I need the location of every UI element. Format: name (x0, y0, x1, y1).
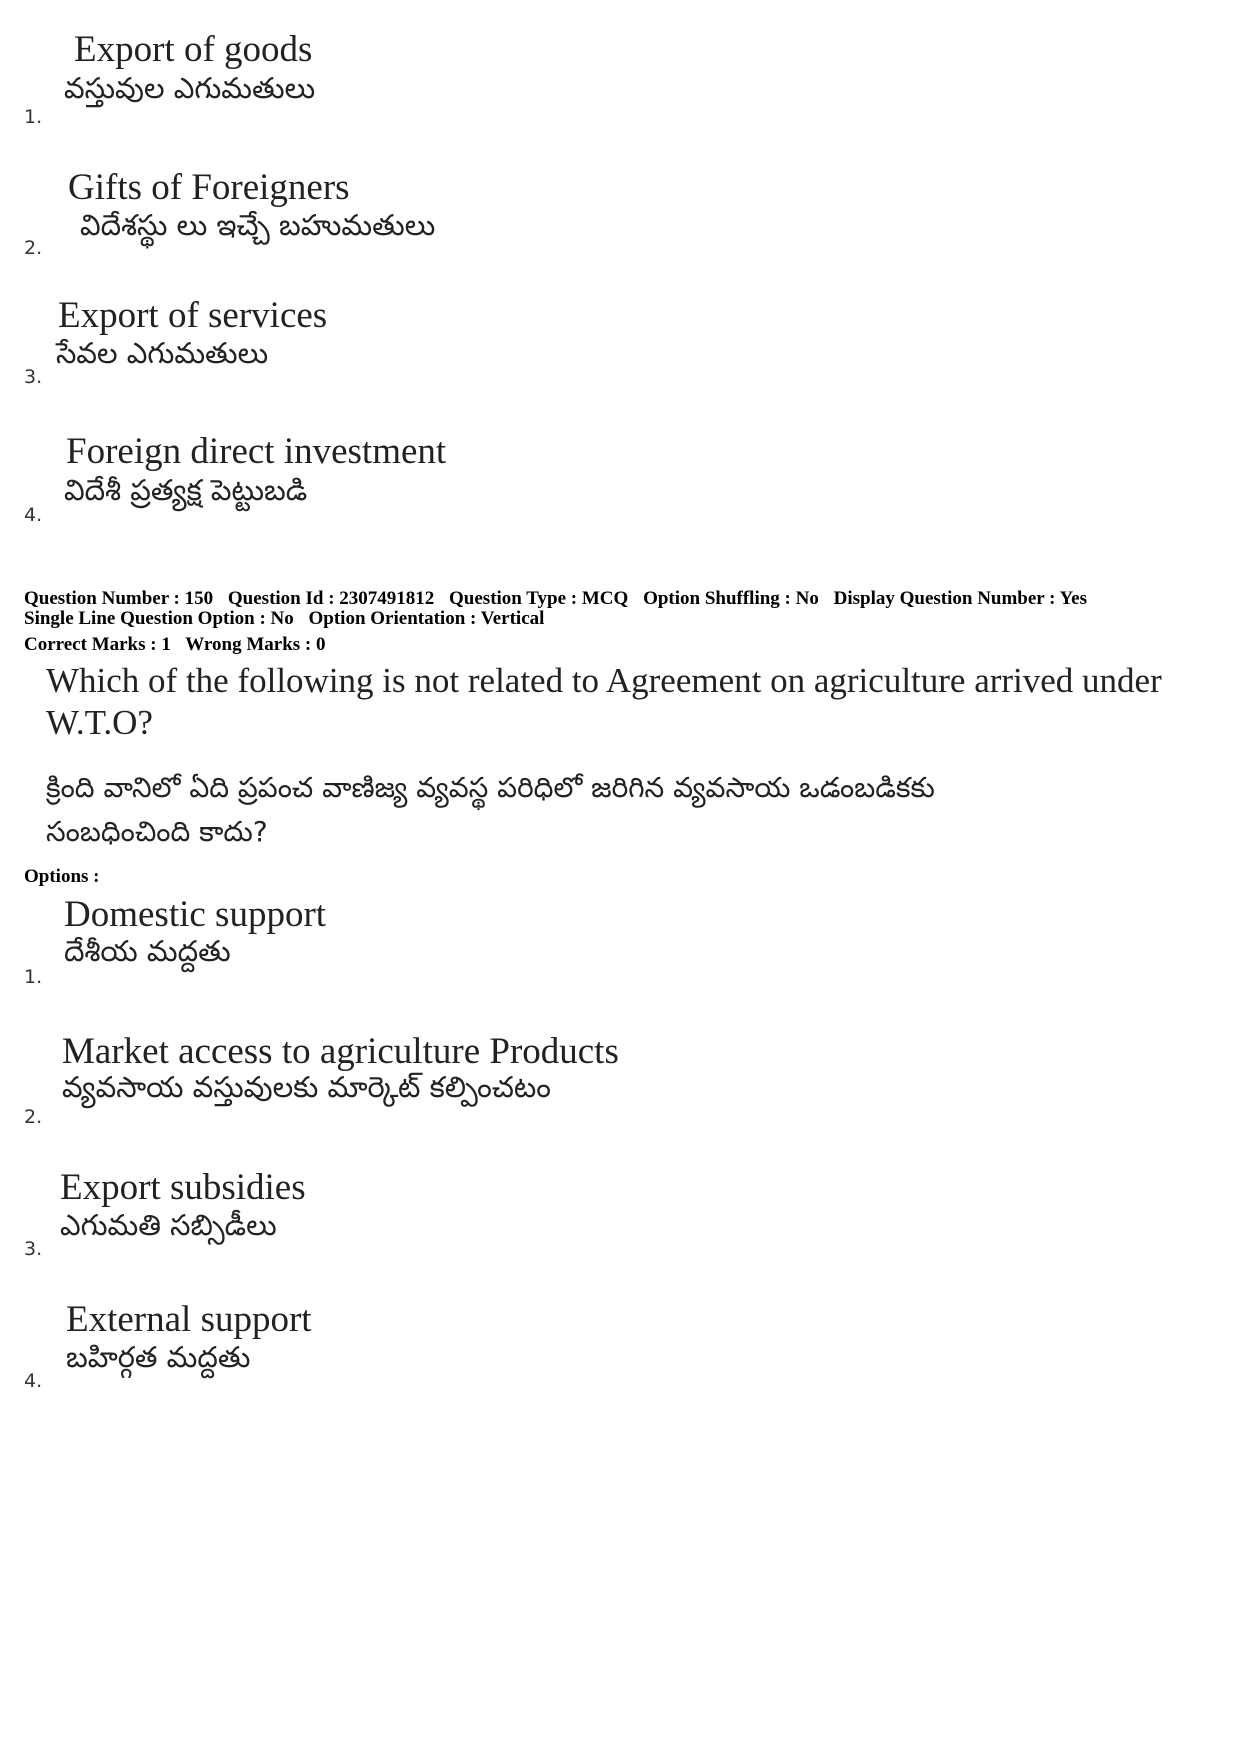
prev-option-2-number: 2. (24, 237, 43, 259)
prev-option-2-english: Gifts of Foreigners (68, 167, 350, 208)
prev-option-1-number: 1. (24, 106, 43, 128)
question-text-english: Which of the following is not related to Agreement on agriculture arrived under W.T.O? (46, 661, 1162, 742)
option-1-number: 1. (24, 966, 43, 988)
display-question-number: Display Question Number : Yes (833, 588, 1087, 609)
option-1-telugu: దేశీయ మద్దతు (64, 934, 231, 968)
prev-option-2-telugu: విదేశస్థు లు ఇచ్చే బహుమతులు (80, 208, 436, 242)
prev-option-1-telugu: వస్తువుల ఎగుమతులు (64, 71, 316, 105)
option-2-telugu: వ్యవసాయ వస్తువులకు మార్కెట్ కల్పించటం (62, 1070, 551, 1104)
prev-option-3-telugu: సేవల ఎగుమతులు (56, 336, 269, 370)
question-id: Question Id : 2307491812 (227, 588, 435, 609)
option-1-english: Domestic support (64, 894, 327, 935)
question-type: Question Type : MCQ (449, 588, 629, 609)
option-orientation: Option Orientation : Vertical (308, 608, 545, 629)
question-text-telugu-line-2: సంబధించింది కాదు? (46, 815, 268, 848)
prev-option-1-english: Export of goods (74, 29, 313, 70)
option-2-english: Market access to agriculture Products (62, 1031, 619, 1072)
option-4-english: External support (66, 1299, 312, 1340)
option-3-number: 3. (24, 1238, 43, 1260)
question-marks (24, 634, 325, 656)
prev-option-4-telugu: విదేశీ ప్రత్యక్ష పెట్టుబడి (64, 473, 308, 507)
option-3-english: Export subsidies (60, 1167, 306, 1208)
option-shuffling: Option Shuffling : No (643, 588, 819, 609)
single-line-option: Single Line Question Option : No (24, 608, 294, 629)
options-label: Options : (24, 866, 100, 887)
wrong-marks: Wrong Marks : 0 (185, 634, 326, 655)
prev-option-3-number: 3. (24, 366, 43, 388)
question-text-telugu-line-1: క్రింది వానిలో ఏది ప్రపంచ వాణిజ్య వ్యవస్థ పరిధిలో జరిగిన వ్యవసాయ ఒడంబడికకు (46, 771, 935, 804)
option-4-telugu: బహిర్గత మద్దతు (66, 1340, 251, 1374)
correct-marks: Correct Marks : 1 (24, 634, 171, 655)
prev-option-4-number: 4. (24, 504, 43, 526)
prev-option-4-english: Foreign direct investment (66, 431, 447, 472)
option-3-telugu: ఎగుమతి సబ్సిడీలు (60, 1208, 277, 1242)
question-number: Question Number : 150 (24, 588, 214, 609)
option-4-number: 4. (24, 1370, 43, 1392)
question-meta-line-1 (24, 588, 1087, 610)
option-2-number: 2. (24, 1106, 43, 1128)
prev-option-3-english: Export of services (58, 295, 328, 336)
question-meta-line-2 (24, 608, 544, 630)
